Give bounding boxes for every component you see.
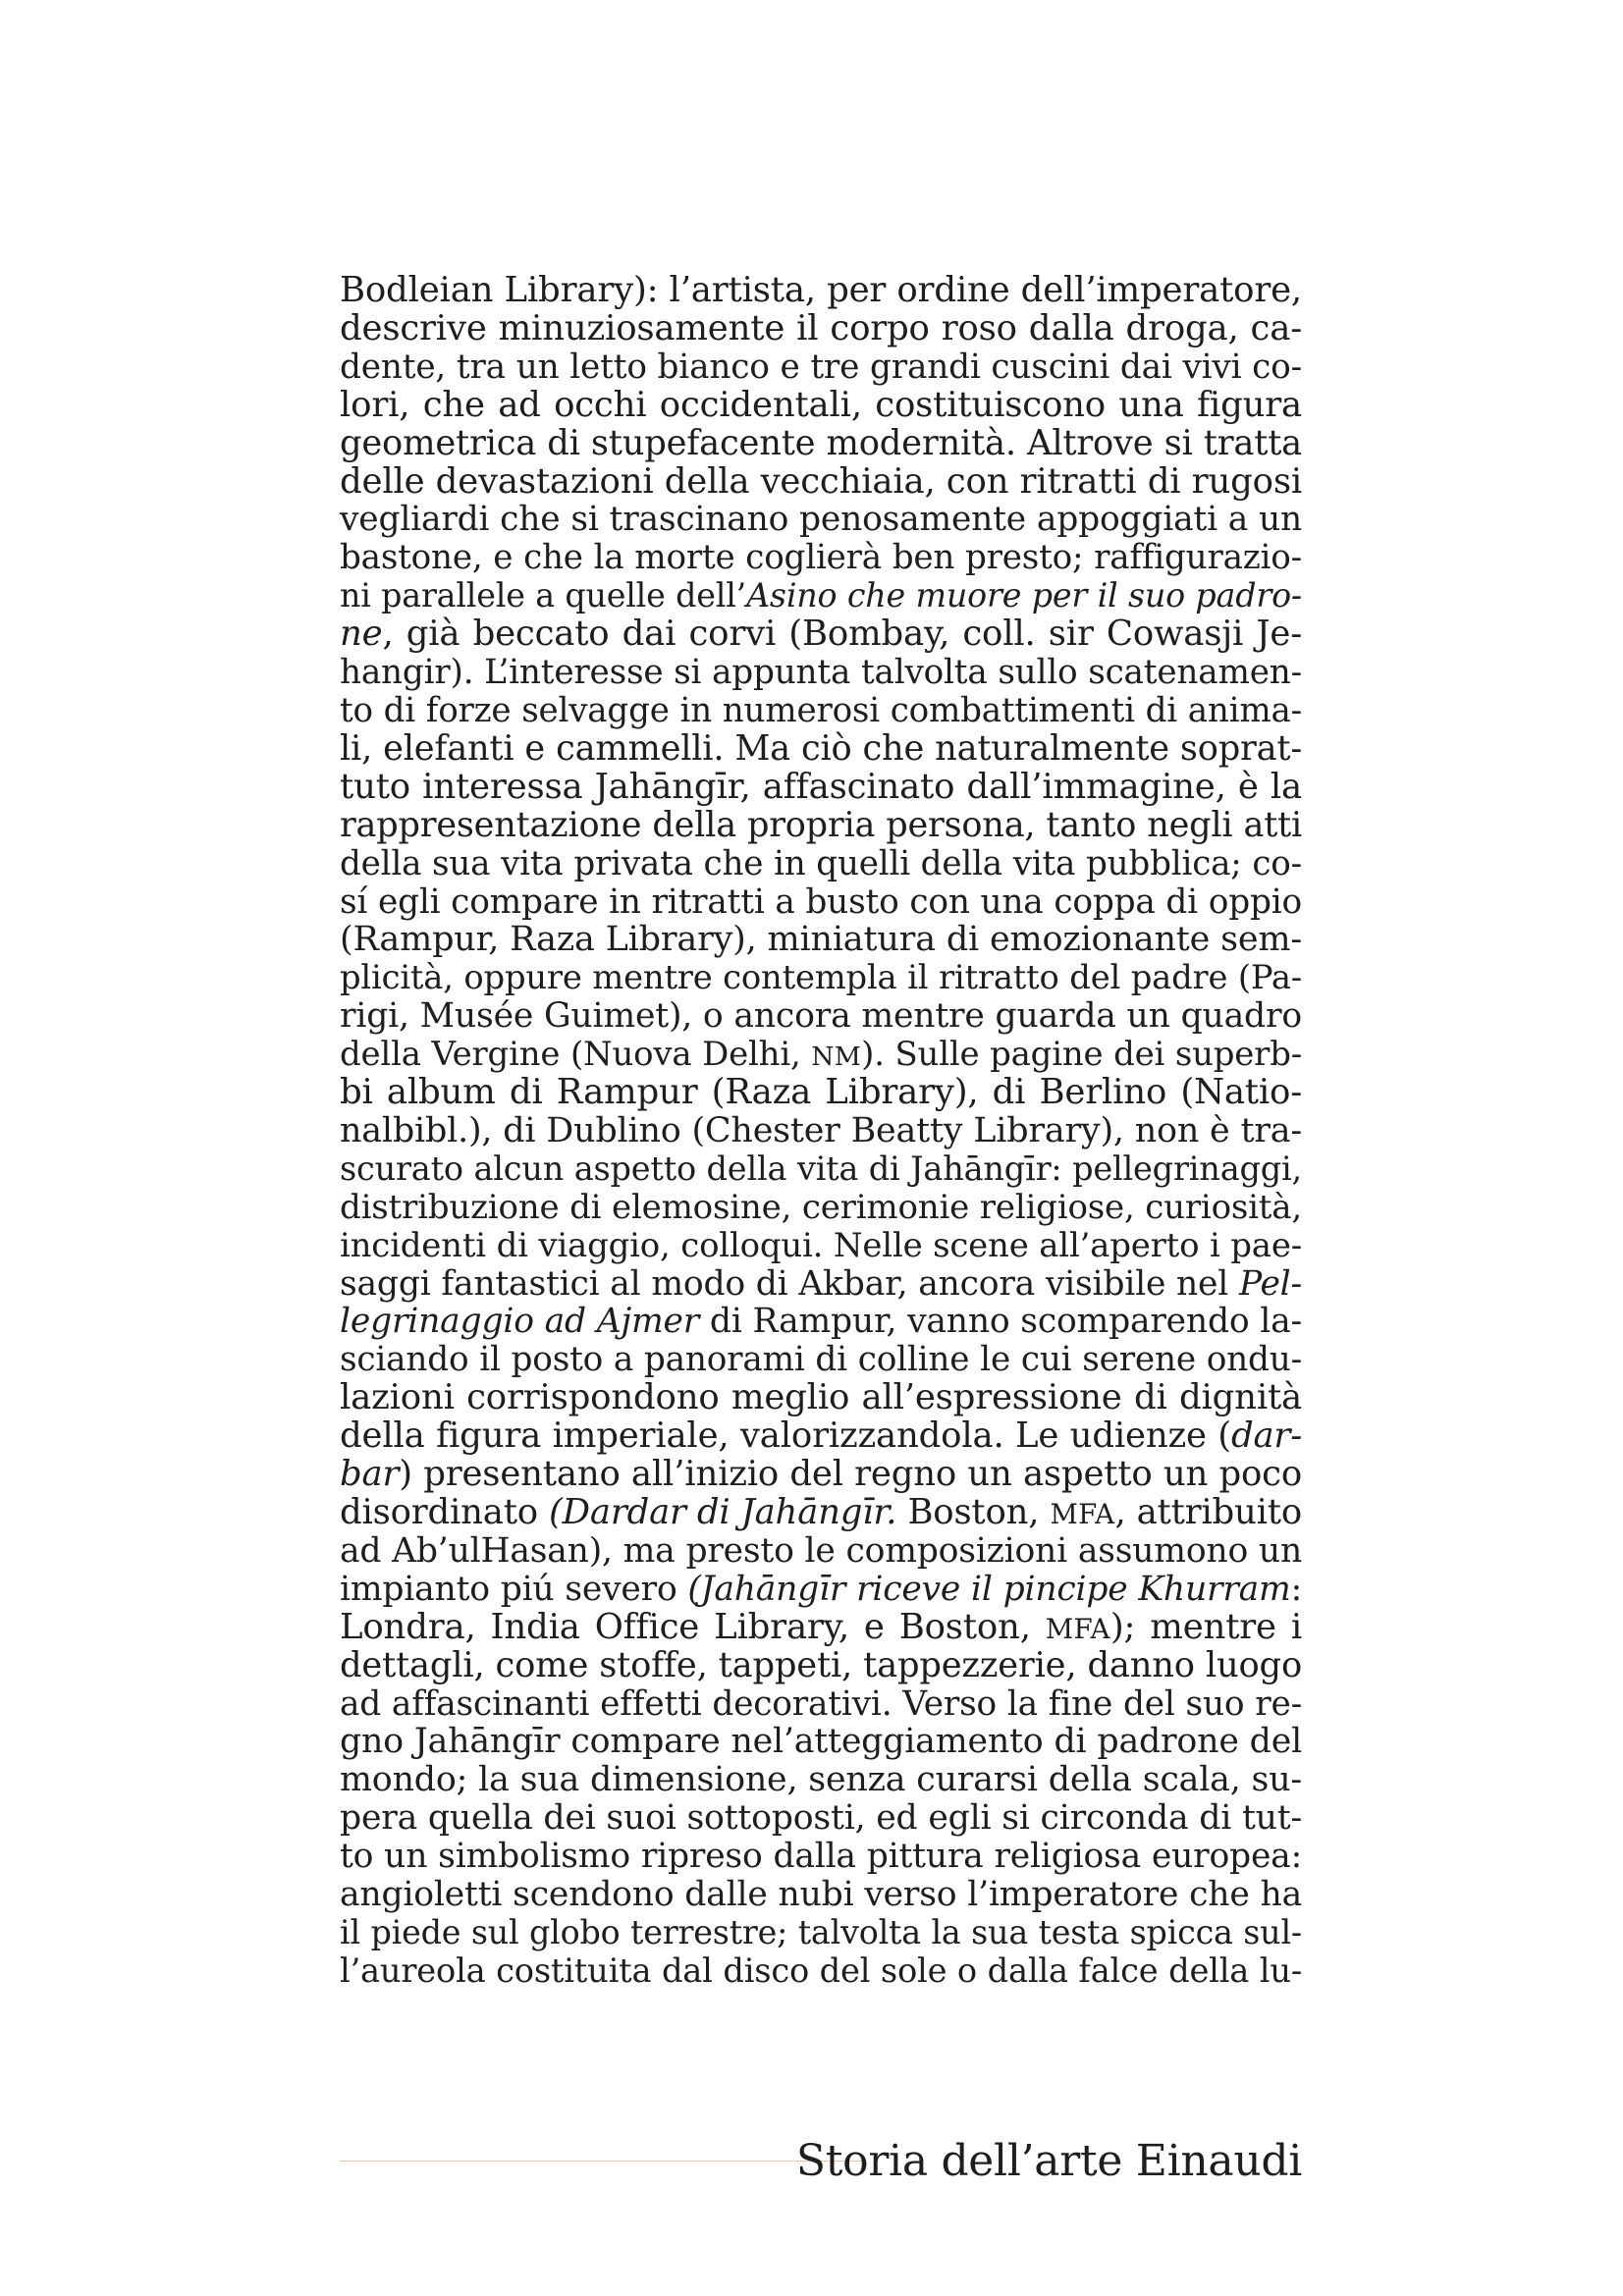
- text-segment: l’aureola costituita dal disco del sole o dalla falce della lu-: [340, 1950, 1302, 1990]
- text-line: [340, 422, 1302, 463]
- text-line: [340, 692, 1302, 730]
- text-segment: Boston,: [896, 1492, 1051, 1532]
- text-segment: sciando il posto a panorami di colline le cui serene ondu-: [340, 1340, 1302, 1380]
- text-segment: vegliardi che si trascinano penosamente appoggiati a un: [340, 500, 1302, 540]
- small-caps-text: NM: [811, 1041, 862, 1073]
- text-line: [340, 921, 1302, 959]
- text-segment: impianto piú severo: [340, 1569, 688, 1609]
- text-segment: ) presentano all’inizio del regno un aspetto un poco: [399, 1454, 1302, 1495]
- italic-text: Pel-: [1238, 1263, 1302, 1304]
- text-line: [340, 1606, 1303, 1647]
- text-segment: bastone, e che la morte coglierà ben presto; raffigurazio-: [340, 538, 1302, 578]
- text-line: [340, 307, 1302, 348]
- text-segment: descrive minuziosamente il corpo roso dalla droga, ca-: [340, 307, 1302, 348]
- italic-text: (Dardar di Jahāngīr.: [549, 1492, 897, 1532]
- text-segment: Bodleian Library): l’artista, per ordine dell’imperatore,: [340, 270, 1302, 310]
- text-segment: della Vergine (Nuova Delhi,: [340, 1035, 812, 1075]
- text-line: [340, 384, 1302, 425]
- text-segment: scurato alcun aspetto della vita di Jahāngīr: pellegrinaggi,: [340, 1148, 1302, 1188]
- text-segment: dente, tra un letto bianco e tre grandi cuscini dai vivi co-: [340, 347, 1302, 387]
- text-segment: tuto interessa Jahāngīr, affascinato dall’immagine, è la: [340, 766, 1302, 807]
- text-segment: sí egli compare in ritratti a busto con una coppa di oppio: [340, 881, 1302, 922]
- italic-text: dar-: [1230, 1415, 1302, 1457]
- text-line: [340, 1417, 1302, 1456]
- text-segment: lazioni corrispondono meglio all’espressione di dignità: [340, 1377, 1302, 1418]
- text-line: [340, 1914, 1302, 1952]
- text-line: [340, 615, 1302, 654]
- text-line: [340, 1723, 1302, 1761]
- text-line: [340, 348, 1302, 387]
- text-line: [340, 654, 1302, 692]
- text-segment: ni parallele a quelle dell’: [340, 576, 747, 615]
- text-line: [340, 1189, 1302, 1227]
- text-line: [340, 1227, 1302, 1265]
- text-segment: lori, che ad occhi occidentali, costituiscono una figura: [340, 384, 1302, 425]
- text-line: [340, 1876, 1302, 1914]
- text-line: [340, 883, 1302, 922]
- text-segment: ). Sulle pagine dei superb-: [861, 1035, 1302, 1075]
- footer-rule: [340, 2161, 862, 2162]
- text-line: [340, 997, 1302, 1036]
- text-segment: mondo; la sua dimensione, senza curarsi della scala, su-: [340, 1760, 1302, 1800]
- body-text: [340, 272, 1302, 1991]
- text-line: [340, 1341, 1302, 1379]
- text-segment: saggi fantastici al modo di Akbar, ancora visibile nel: [340, 1263, 1239, 1304]
- text-segment: angioletti scendono dalle nubi verso l’imperatore che ha: [340, 1875, 1302, 1915]
- text-segment: incidenti di viaggio, colloqui. Nelle scene all’aperto i pae-: [340, 1225, 1302, 1265]
- italic-text: bar: [340, 1454, 400, 1495]
- text-line: [340, 1456, 1302, 1494]
- text-line: [340, 959, 1302, 997]
- text-line: [340, 539, 1302, 577]
- text-line: [340, 1112, 1302, 1150]
- text-line: [340, 1150, 1302, 1189]
- text-line: [340, 501, 1302, 539]
- text-line: [340, 1303, 1302, 1341]
- text-segment: plicità, oppure mentre contempla il ritratto del padre (Pa-: [340, 958, 1302, 997]
- text-segment: to di forze selvagge in numerosi combattimenti di anima-: [340, 690, 1302, 730]
- text-segment: :: [1290, 1569, 1302, 1609]
- text-segment: disordinato: [340, 1492, 550, 1532]
- text-line: [340, 1571, 1302, 1609]
- italic-text: Asino che muore per il suo padro-: [746, 576, 1302, 615]
- text-segment: di Rampur, vanno scomparendo la-: [699, 1302, 1302, 1342]
- text-segment: geometrica di stupefacente modernità. Altrove si tratta: [340, 422, 1302, 463]
- text-segment: (Rampur, Raza Library), miniatura di emozionante sem-: [340, 920, 1302, 960]
- italic-text: legrinaggio ad Ajmer: [340, 1302, 700, 1342]
- text-segment: della sua vita privata che in quelli della vita pubblica; co-: [340, 843, 1302, 883]
- text-segment: li, elefanti e cammelli. Ma ciò che naturalmente soprat-: [340, 727, 1302, 769]
- text-segment: pera quella dei suoi sottoposti, ed egli si circonda di tut-: [340, 1798, 1302, 1839]
- text-segment: rigi, Musée Guimet), o ancora mentre guarda un quadro: [340, 996, 1302, 1037]
- text-line: [340, 460, 1302, 502]
- text-line: [340, 1036, 1302, 1074]
- text-segment: , già beccato dai corvi (Bombay, coll. sir Cowasji Je-: [382, 614, 1302, 655]
- text-line: [340, 727, 1302, 769]
- text-line: [340, 1838, 1302, 1876]
- text-line: [340, 845, 1302, 883]
- text-segment: ad affascinanti effetti decorativi. Verso la fine del suo re-: [340, 1683, 1302, 1724]
- text-line: [340, 272, 1302, 310]
- small-caps-text: MFA: [1050, 1498, 1115, 1530]
- text-line: [340, 1494, 1302, 1532]
- text-segment: il piede sul globo terrestre; talvolta la sua testa spicca sul-: [340, 1912, 1302, 1951]
- text-segment: rappresentazione della propria persona, tanto negli atti: [340, 804, 1302, 845]
- text-line: [340, 577, 1302, 615]
- text-line: [340, 1685, 1302, 1724]
- text-line: [340, 1799, 1302, 1838]
- text-line: [340, 804, 1302, 845]
- italic-text: (Jahāngīr riceve il pincipe Khurram: [687, 1569, 1291, 1609]
- text-segment: bi album di Rampur (Raza Library), di Berlino (Natio-: [340, 1072, 1302, 1113]
- text-line: [340, 1644, 1302, 1685]
- text-segment: , attribuito: [1114, 1492, 1302, 1532]
- text-line: [340, 1379, 1302, 1417]
- text-segment: nalbibl.), di Dublino (Chester Beatty Library), non è tra-: [340, 1110, 1302, 1150]
- italic-text: ne: [340, 614, 383, 655]
- footer-title: Storia dell’arte Einaudi: [795, 2136, 1302, 2186]
- text-segment: delle devastazioni della vecchiaia, con ritratti di rugosi: [340, 460, 1302, 502]
- text-line: [340, 766, 1302, 807]
- text-segment: Londra, India Office Library, e Boston,: [340, 1606, 1046, 1647]
- text-segment: distribuzione di elemosine, cerimonie religiose, curiosità,: [340, 1187, 1302, 1227]
- text-segment: della figura imperiale, valorizzandola. Le udienze (: [340, 1415, 1231, 1457]
- text-segment: gno Jahāngīr compare nel’atteggiamento di padrone del: [340, 1722, 1302, 1762]
- text-line: [340, 1265, 1302, 1304]
- text-segment: ); mentre i: [1109, 1606, 1303, 1647]
- text-segment: to un simbolismo ripreso dalla pittura religiosa europea:: [340, 1837, 1302, 1877]
- text-line: [340, 1074, 1302, 1112]
- text-line: [340, 1532, 1302, 1571]
- small-caps-text: MFA: [1045, 1612, 1110, 1645]
- text-line: [340, 1952, 1302, 1991]
- text-line: [340, 1761, 1302, 1799]
- text-segment: ad Ab’ulHasan), ma presto le composizioni assumono un: [340, 1530, 1302, 1571]
- text-segment: hangir). L’interesse si appunta talvolta sullo scatenamen-: [340, 653, 1302, 693]
- text-segment: dettagli, come stoffe, tappeti, tappezzerie, danno luogo: [340, 1644, 1302, 1685]
